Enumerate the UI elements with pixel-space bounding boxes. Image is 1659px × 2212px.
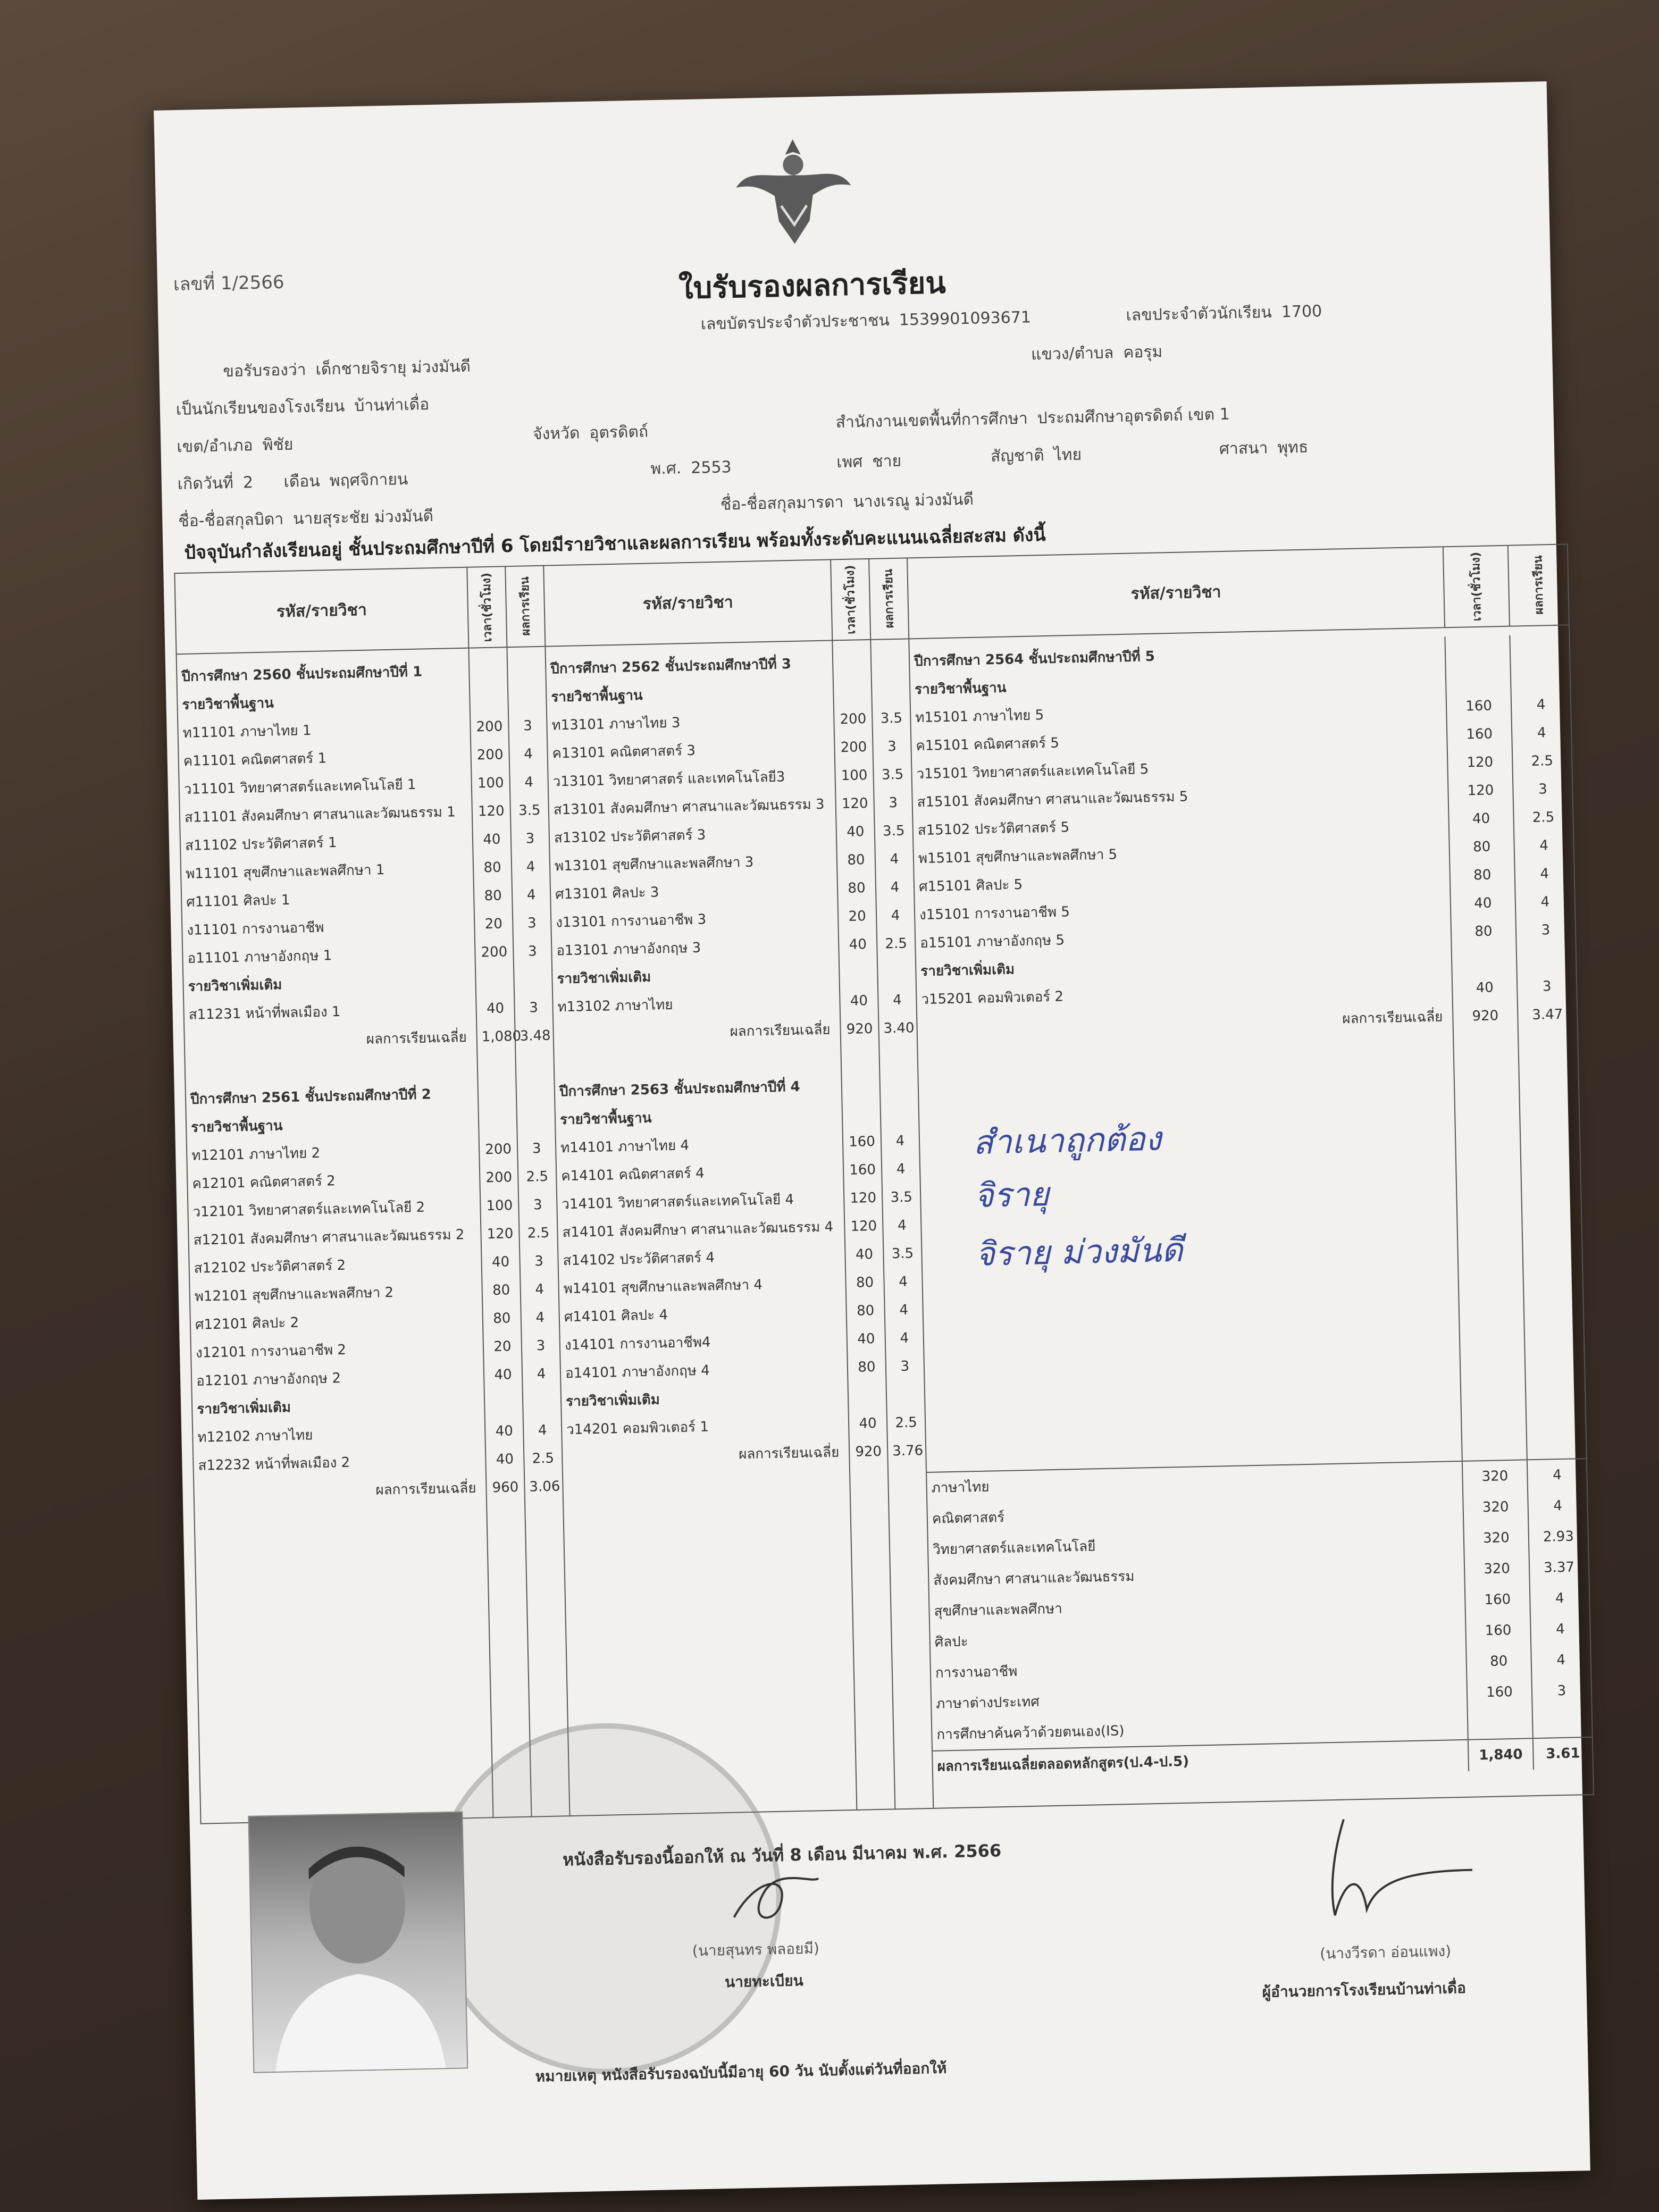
father-name-field: ชื่อ-ชื่อสกุลบิดา นายสุระชัย ม่วงมันดี [178, 507, 434, 531]
grade-value: 3.5 [518, 802, 541, 819]
subject-row: ส12232 หน้าที่พลเมือง 2 [198, 1454, 350, 1474]
header-grade-2: ผลการเรียน [869, 558, 909, 639]
header-grade-1: ผลการเรียน [505, 566, 545, 647]
subject-row: พ12101 สุขศึกษาและพลศึกษา 2 [194, 1284, 394, 1305]
summary-grade: 4 [1529, 1582, 1589, 1614]
grade-value: 3.76 [892, 1443, 924, 1460]
hours-value: 100 [486, 1197, 513, 1214]
summary-hours: 160 [1465, 1614, 1530, 1647]
subdistrict-field: แขวง/ตำบล คอรุม [1030, 342, 1163, 364]
subject-row: ว14201 คอมพิวเตอร์ 1 [566, 1419, 709, 1438]
hours-value: 120 [850, 1189, 877, 1206]
hours-value: 80 [858, 1359, 876, 1376]
average-label: ผลการเรียนเฉลี่ย [738, 1444, 840, 1463]
grade-value: 3.48 [520, 1027, 551, 1044]
subject-row: ง12101 การงานอาชีพ 2 [195, 1342, 347, 1361]
hours-value: 40 [855, 1246, 874, 1263]
subject-row: ส15102 ประวัติศาสตร์ 5 [917, 819, 1070, 839]
grade-value: 3 [529, 1000, 539, 1016]
grade-value: 3.40 [883, 1020, 915, 1037]
grade-value: 3 [1538, 781, 1548, 798]
handwritten-full-name: จิรายุ ม่วงมันดี [975, 1230, 1184, 1273]
document-number: เลขที่ 1/2566 [173, 271, 284, 296]
gender-field: เพศ ชาย [836, 451, 902, 472]
hours-value: 200 [840, 711, 867, 728]
hours-value [482, 1051, 511, 1079]
hours-value [1446, 664, 1510, 693]
section-heading: รายวิชาเพิ่มเติม [196, 1400, 291, 1418]
section-heading: รายวิชาเพิ่มเติม [557, 969, 651, 987]
summary-subject: ผลการเรียนเฉลี่ยตลอดหลักสูตร(ป.4-ป.5) [937, 1753, 1189, 1775]
hours-value [844, 959, 873, 987]
section-heading: รายวิชาเพิ่มเติม [920, 961, 1015, 980]
subject-row: อ15101 ภาษาอังกฤษ 5 [919, 932, 1065, 952]
hours-value: 80 [848, 880, 866, 896]
subject-row: ส15101 สังคมศึกษา ศาสนาและวัฒนธรรม 5 [917, 789, 1188, 811]
grade-value: 4 [524, 746, 533, 763]
certify-field: ขอรับรองว่า เด็กชายจิรายุ ม่วงมันดี [223, 357, 471, 381]
grade-value: 3.5 [890, 1189, 913, 1206]
hours-value: 100 [477, 775, 504, 792]
section-heading: ปีการศึกษา 2562 ชั้นประถมศึกษาปีที่ 3 [550, 656, 792, 677]
subject-row: ว15201 คอมพิวเตอร์ 2 [921, 988, 1064, 1008]
header-subject-3: รหัส/รายวิชา [1130, 582, 1221, 604]
subject-row: ง15101 การงานอาชีพ 5 [919, 904, 1070, 924]
hours-value: 80 [484, 887, 502, 904]
grade-value [513, 684, 542, 713]
section-heading: ปีการศึกษา 2564 ชั้นประถมศึกษาปีที่ 5 [914, 648, 1155, 670]
grade-value: 4 [524, 774, 534, 791]
subject-row: ศ11101 ศิลปะ 1 [186, 892, 290, 910]
hours-value: 920 [1472, 1008, 1499, 1025]
hours-value: 120 [487, 1226, 514, 1243]
subject-row: ง14101 การงานอาชีพ4 [564, 1334, 711, 1354]
hours-value: 40 [496, 1451, 514, 1468]
subject-row: ศ12101 ศิลปะ 2 [195, 1314, 299, 1333]
grade-value: 3.5 [881, 766, 904, 783]
hours-value: 40 [1472, 810, 1490, 827]
hours-value: 40 [849, 936, 867, 953]
hours-value: 200 [485, 1169, 513, 1186]
grade-value: 3.5 [891, 1245, 914, 1262]
grade-value [891, 1380, 920, 1409]
grade-value: 3 [1542, 978, 1552, 995]
subject-row: พ13101 สุขศึกษาและพลศึกษา 3 [554, 854, 754, 875]
birth-date-field: เกิดวันที่ 2 เดือน พฤศจิกายน [177, 470, 408, 494]
hours-value [483, 1107, 513, 1136]
subject-row: ส11231 หน้าที่พลเมือง 1 [188, 1003, 341, 1023]
header-subject-1: รหัส/รายวิชา [174, 567, 468, 654]
hours-value: 960 [492, 1479, 519, 1496]
hours-value: 160 [1465, 698, 1493, 715]
summary-hours: 160 [1466, 1676, 1531, 1708]
grade-value [882, 958, 911, 986]
grade-value: 2.5 [532, 1450, 555, 1467]
grade-value [522, 1107, 551, 1135]
summary-grade: 4 [1527, 1459, 1587, 1491]
section-heading: ปีการศึกษา 2563 ชั้นประถมศึกษาปีที่ 4 [559, 1078, 800, 1100]
summary-grade: 3.37 [1529, 1552, 1589, 1583]
subject-row: ค13101 คณิตศาสตร์ 3 [552, 742, 696, 762]
subject-row: ว14101 วิทยาศาสตร์และเทคโนโลยี 4 [562, 1192, 794, 1213]
hours-value: 160 [848, 1133, 876, 1150]
grade-value [1517, 944, 1576, 973]
hours-value: 80 [856, 1274, 874, 1291]
hours-value: 80 [483, 859, 501, 876]
grade-value: 3.5 [880, 710, 903, 727]
hours-value: 80 [1474, 923, 1493, 940]
section-heading: รายวิชาพื้นฐาน [551, 687, 643, 706]
education-office-field: สำนักงานเขตพื้นที่การศึกษา ประถมศึกษาอุตรดิตถ์ เขต 1 [835, 405, 1230, 432]
grade-value: 4 [895, 1133, 905, 1150]
subject-row: ค12101 คณิตศาสตร์ 2 [192, 1173, 336, 1192]
summary-grade: 4 [1527, 1490, 1587, 1522]
validity-note: หมายเหตุ หนังสือรับรองฉบับนี้มีอายุ 60 วัน นับตั้งแต่วันที่ออกให้ [535, 2059, 947, 2085]
handwritten-signature: จิรายุ [974, 1175, 1050, 1215]
grade-value [1510, 634, 1569, 663]
summary-hours: 160 [1464, 1583, 1530, 1616]
grade-value: 4 [535, 1309, 545, 1326]
grade-value: 4 [535, 1281, 544, 1298]
grade-value [521, 1078, 550, 1107]
hours-value: 120 [477, 803, 505, 820]
grade-value: 4 [900, 1330, 909, 1346]
director-name: (นางวีรดา อ่อนแพง) [1319, 1942, 1452, 1963]
grade-value: 2.5 [885, 935, 908, 952]
grade-value: 4 [890, 879, 900, 896]
subject-row: ว12101 วิทยาศาสตร์และเทคโนโลยี 2 [192, 1199, 425, 1220]
subject-row: ง13101 การงานอาชีพ 3 [555, 911, 707, 931]
hours-value: 920 [855, 1443, 882, 1460]
grade-value: 3 [900, 1358, 910, 1375]
director-signature-icon [1296, 1806, 1490, 1926]
summary-subject: คณิตศาสตร์ [932, 1509, 1005, 1527]
subject-row: ส13101 สังคมศึกษา ศาสนาและวัฒนธรรม 3 [553, 796, 825, 818]
hours-value: 80 [492, 1310, 511, 1327]
subject-row: ค15101 คณิตศาสตร์ 5 [916, 735, 1060, 755]
summary-subject: วิทยาศาสตร์และเทคโนโลยี [932, 1538, 1096, 1558]
subject-row: ศ13101 ศิลปะ 3 [555, 884, 659, 903]
hours-value: 120 [841, 795, 868, 812]
hours-value [837, 649, 867, 677]
summary-hours: 320 [1463, 1522, 1528, 1554]
grade-value: 4 [537, 1365, 546, 1382]
subject-row: ส14101 สังคมศึกษา ศาสนาและวัฒนธรรม 4 [562, 1219, 834, 1241]
grade-value: 4 [1540, 866, 1549, 882]
subject-row: ท13102 ภาษาไทย [557, 996, 673, 1016]
subject-row: ส13102 ประวัติศาสตร์ 3 [554, 827, 706, 847]
subject-row: ท13101 ภาษาไทย 3 [551, 715, 681, 734]
summary-hours [1467, 1707, 1532, 1739]
section-heading: รายวิชาเพิ่มเติม [188, 977, 282, 995]
hours-value [846, 1071, 875, 1100]
grade-value: 4 [896, 1161, 906, 1178]
grade-value [1511, 662, 1570, 691]
subject-row: ค14101 คณิตศาสตร์ 4 [560, 1165, 705, 1185]
subject-row: พ11101 สุขศึกษาและพลศึกษา 1 [185, 862, 385, 882]
province-field: จังหวัด อุตรดิตถ์ [532, 422, 649, 444]
hours-value: 1,080 [481, 1028, 522, 1045]
col3-section [909, 625, 1594, 1808]
hours-value: 20 [493, 1338, 512, 1355]
summary-grade: 4 [1530, 1644, 1590, 1676]
garuda-emblem-icon [728, 128, 859, 258]
grade-value [876, 676, 906, 705]
grade-value [876, 648, 905, 677]
student-number-field: เลขประจำตัวนักเรียน 1700 [1126, 301, 1322, 325]
grade-value [884, 1042, 913, 1071]
subject-row: ว11101 วิทยาศาสตร์และเทคโนโลยี 1 [183, 776, 416, 798]
grade-value: 3.5 [882, 823, 905, 840]
grade-value: 3 [527, 915, 537, 932]
religion-field: ศาสนา พุทธ [1219, 438, 1309, 459]
hours-value: 120 [850, 1218, 877, 1235]
section-heading: รายวิชาพื้นฐาน [190, 1118, 283, 1136]
hours-value [474, 656, 503, 685]
grade-value: 4 [890, 851, 899, 868]
hours-value: 20 [848, 908, 867, 925]
subject-row: ส12102 ประวัติศาสตร์ 2 [194, 1257, 346, 1277]
header-hours-2: เวลา(ชั่วโมง) [831, 559, 870, 640]
header-grade-3: ผลการเรียน [1507, 544, 1569, 625]
hours-value: 160 [849, 1161, 876, 1178]
summary-grade: 3 [1531, 1675, 1591, 1707]
hours-value: 40 [483, 831, 501, 848]
subject-row: ส12101 สังคมศึกษา ศาสนาและวัฒนธรรม 2 [193, 1227, 465, 1249]
director-title: ผู้อำนวยการโรงเรียนบ้านท่าเดื่อ [1262, 1979, 1467, 2001]
section-heading: รายวิชาพื้นฐาน [559, 1110, 652, 1128]
summary-grade: 2.93 [1528, 1521, 1588, 1553]
grade-value: 4 [526, 887, 536, 903]
hours-value: 200 [485, 1141, 512, 1158]
grade-value: 3 [527, 943, 537, 960]
hours-value: 920 [846, 1020, 873, 1037]
hours-value: 40 [859, 1415, 877, 1432]
grade-value: 3 [536, 1337, 546, 1354]
summary-grade: 3.61 [1532, 1738, 1593, 1770]
registrar-signature-icon [723, 1867, 830, 1933]
section-heading: รายวิชาพื้นฐาน [914, 680, 1007, 698]
district-field: เขต/อำเภอ พิชัย [177, 435, 294, 457]
hours-value: 120 [1467, 754, 1494, 771]
subject-row: ค11101 คณิตศาสตร์ 1 [183, 750, 327, 769]
hours-value: 40 [857, 1330, 875, 1347]
grade-value [518, 966, 548, 994]
summary-table [927, 1458, 1593, 1782]
grade-value: 4 [526, 859, 535, 875]
grades-table [174, 543, 1594, 1824]
hours-value: 80 [847, 852, 865, 868]
grade-value [885, 1099, 914, 1127]
summary-subject: ภาษาไทย [931, 1479, 990, 1496]
subject-row: ท14101 ภาษาไทย 4 [560, 1137, 690, 1157]
registrar-title: นายทะเบียน [724, 1972, 804, 1991]
grade-value: 3 [887, 738, 897, 755]
average-label: ผลการเรียนเฉลี่ย [375, 1480, 476, 1498]
hours-value: 200 [476, 718, 503, 735]
header-subject-2: รหัส/รายวิชา [543, 559, 832, 646]
header-hours-1: เวลา(ชั่วโมง) [467, 566, 507, 648]
header-col3 [907, 544, 1569, 639]
hours-value: 80 [1472, 839, 1491, 856]
subject-row: ง11101 การงานอาชีพ [187, 919, 324, 939]
subject-row: ท11101 ภาษาไทย 1 [182, 722, 312, 741]
hours-value: 200 [476, 747, 504, 764]
hours-value [482, 1079, 512, 1108]
grade-value: 2.5 [1531, 753, 1554, 769]
average-label: ผลการเรียนเฉลี่ย [730, 1021, 831, 1040]
hours-value [480, 966, 509, 995]
grade-value: 3 [1541, 922, 1551, 939]
summary-subject: ศิลปะ [934, 1633, 968, 1650]
subject-row: อ12101 ภาษาอังกฤษ 2 [196, 1370, 341, 1389]
grade-value: 3 [534, 1253, 544, 1270]
average-label: ผลการเรียนเฉลี่ย [1342, 1009, 1443, 1027]
section-heading: รายวิชาเพิ่มเติม [565, 1392, 660, 1410]
grade-value: 4 [538, 1422, 547, 1439]
subject-row: ท15101 ภาษาไทย 5 [915, 707, 1044, 726]
hours-value: 40 [491, 1254, 510, 1271]
grade-value [512, 656, 541, 684]
subject-row: พ14101 สุขศึกษาและพลศึกษา 4 [563, 1277, 763, 1297]
grade-value: 3 [533, 1197, 542, 1213]
summary-hours: 320 [1464, 1553, 1529, 1585]
student-photo [248, 1811, 468, 2073]
birth-year-field: พ.ศ. 2553 [650, 458, 732, 479]
subject-row: อ14101 ภาษาอังกฤษ 4 [565, 1362, 710, 1382]
hours-value: 40 [1476, 979, 1494, 996]
average-label: ผลการเรียนเฉลี่ย [366, 1029, 467, 1048]
hours-value [474, 684, 504, 713]
subject-row: ส11102 ประวัติศาสตร์ 1 [185, 834, 337, 854]
section-heading: ปีการศึกษา 2561 ชั้นประถมศึกษาปีที่ 2 [190, 1086, 432, 1108]
certificate-paper [154, 81, 1590, 2200]
hours-value: 160 [1466, 726, 1493, 743]
grade-value: 4 [897, 1217, 907, 1234]
mother-name-field: ชื่อ-ชื่อสกุลมารดา นางเรณู ม่วงมันดี [720, 490, 974, 514]
subject-row: อ13101 ภาษาอังกฤษ 3 [556, 940, 701, 959]
grade-value: 4 [899, 1302, 909, 1318]
issue-date: หนังสือรับรองนี้ออกให้ ณ วันที่ 8 เดือน มีนาคม พ.ศ. 2566 [562, 1840, 1002, 1870]
subject-row: อ11101 ภาษาอังกฤษ 1 [187, 948, 332, 967]
summary-subject: สุขศึกษาและพลศึกษา [934, 1601, 1063, 1620]
hours-value: 40 [486, 1000, 505, 1017]
summary-subject: การศึกษาค้นคว้าด้วยตนเอง(IS) [936, 1723, 1125, 1743]
grade-value [884, 1070, 914, 1099]
grade-value: 4 [1540, 894, 1550, 910]
summary-subject: ภาษาต่างประเทศ [935, 1694, 1040, 1712]
id-card-field: เลขบัตรประจำตัวประชาชน 1539901093671 [700, 308, 1032, 334]
school-field: เป็นนักเรียนของโรงเรียน บ้านท่าเดื่อ [175, 395, 430, 420]
hours-value: 80 [856, 1302, 875, 1319]
hours-value [489, 1389, 518, 1418]
grade-value: 3 [532, 1141, 541, 1157]
summary-hours: 320 [1462, 1460, 1527, 1493]
hours-value: 40 [846, 824, 865, 840]
subject-row: ว13101 วิทยาศาสตร์ และเทคโนโลยี3 [552, 769, 785, 790]
summary-subject: สังคมศึกษา ศาสนาและวัฒนธรรม [933, 1568, 1135, 1589]
registrar-name: (นายสุนทร พลอยมี) [692, 1939, 820, 1960]
hours-value [838, 677, 867, 706]
grade-value: 3.47 [1532, 1006, 1563, 1023]
header-hours-3: เวลา(ชั่วโมง) [1443, 546, 1509, 627]
document-title: ใบรับรองผลการเรียน [678, 265, 946, 306]
grade-value: 3 [523, 718, 533, 734]
hours-value: 40 [495, 1423, 514, 1439]
subject-row: พ15101 สุขศึกษาและพลศึกษา 5 [918, 847, 1118, 867]
grade-value [527, 1388, 557, 1417]
col1-subjects [177, 648, 493, 1824]
hours-value: 40 [494, 1367, 512, 1383]
grade-value: 2.5 [1532, 809, 1555, 826]
nationality-field: สัญชาติ ไทย [990, 445, 1082, 466]
grade-value: 3 [889, 794, 898, 811]
grade-value: 2.5 [895, 1414, 918, 1431]
subject-row: ท12101 ภาษาไทย 2 [191, 1145, 321, 1164]
hours-value: 120 [1467, 782, 1494, 799]
subject-row: ศ15101 ศิลปะ 5 [918, 876, 1023, 895]
subject-row: ศ14101 ศิลปะ 4 [564, 1307, 668, 1326]
hours-value [852, 1381, 882, 1410]
summary-hours: 80 [1465, 1645, 1531, 1678]
grade-value: 2.5 [527, 1225, 550, 1242]
hours-value: 40 [850, 993, 868, 1009]
hours-value [1452, 945, 1516, 975]
hours-value: 40 [1474, 895, 1492, 912]
grade-value: 4 [1536, 697, 1546, 713]
subject-row: ว15101 วิทยาศาสตร์และเทคโนโลยี 5 [916, 761, 1149, 783]
grade-value: 4 [1537, 725, 1546, 741]
summary-hours: 1,840 [1468, 1739, 1533, 1771]
hours-value [847, 1100, 876, 1128]
hours-value [1445, 635, 1510, 665]
grade-value: 4 [1539, 837, 1549, 854]
hours-value: 200 [840, 739, 867, 756]
hours-value: 80 [492, 1282, 510, 1299]
grade-value: 3.06 [529, 1478, 560, 1495]
grade-value: 4 [898, 1273, 908, 1291]
subject-row: ท12102 ภาษาไทย [197, 1427, 313, 1446]
hours-value: 20 [484, 916, 503, 933]
grade-value: 4 [892, 992, 902, 1009]
hours-value: 100 [841, 767, 868, 784]
subject-row: ส14102 ประวัติศาสตร์ 4 [563, 1250, 715, 1269]
subject-row: ส11101 สังคมศึกษา ศาสนาและวัฒนธรรม 1 [184, 804, 456, 826]
hours-value [845, 1043, 875, 1072]
grade-value: 2.5 [526, 1168, 549, 1185]
handwritten-certified-copy: สำเนาถูกต้อง [973, 1119, 1162, 1162]
section-heading: ปีการศึกษา 2560 ชั้นประถมศึกษาปีที่ 1 [181, 664, 423, 685]
summary-grade [1532, 1706, 1592, 1738]
hours-value: 200 [481, 944, 508, 961]
summary-subject: การงานอาชีพ [935, 1663, 1018, 1681]
grade-value [520, 1050, 549, 1079]
section-heading: รายวิชาพื้นฐาน [182, 695, 274, 713]
summary-hours: 320 [1462, 1491, 1528, 1523]
summary-grade: 4 [1530, 1613, 1590, 1645]
hours-value: 80 [1473, 867, 1492, 884]
intro-sentence: ปัจจุบันกำลังเรียนอยู่ ชั้นประถมศึกษาปีที่ 6 โดยมีรายวิชาและผลการเรียน พร้อมทั้งระดับคะแนนเฉลี่ยสะสม ดังนี้ [184, 524, 1046, 564]
grade-value: 4 [891, 907, 900, 924]
col2-subjects [545, 640, 857, 1816]
grade-value: 3 [525, 831, 535, 847]
